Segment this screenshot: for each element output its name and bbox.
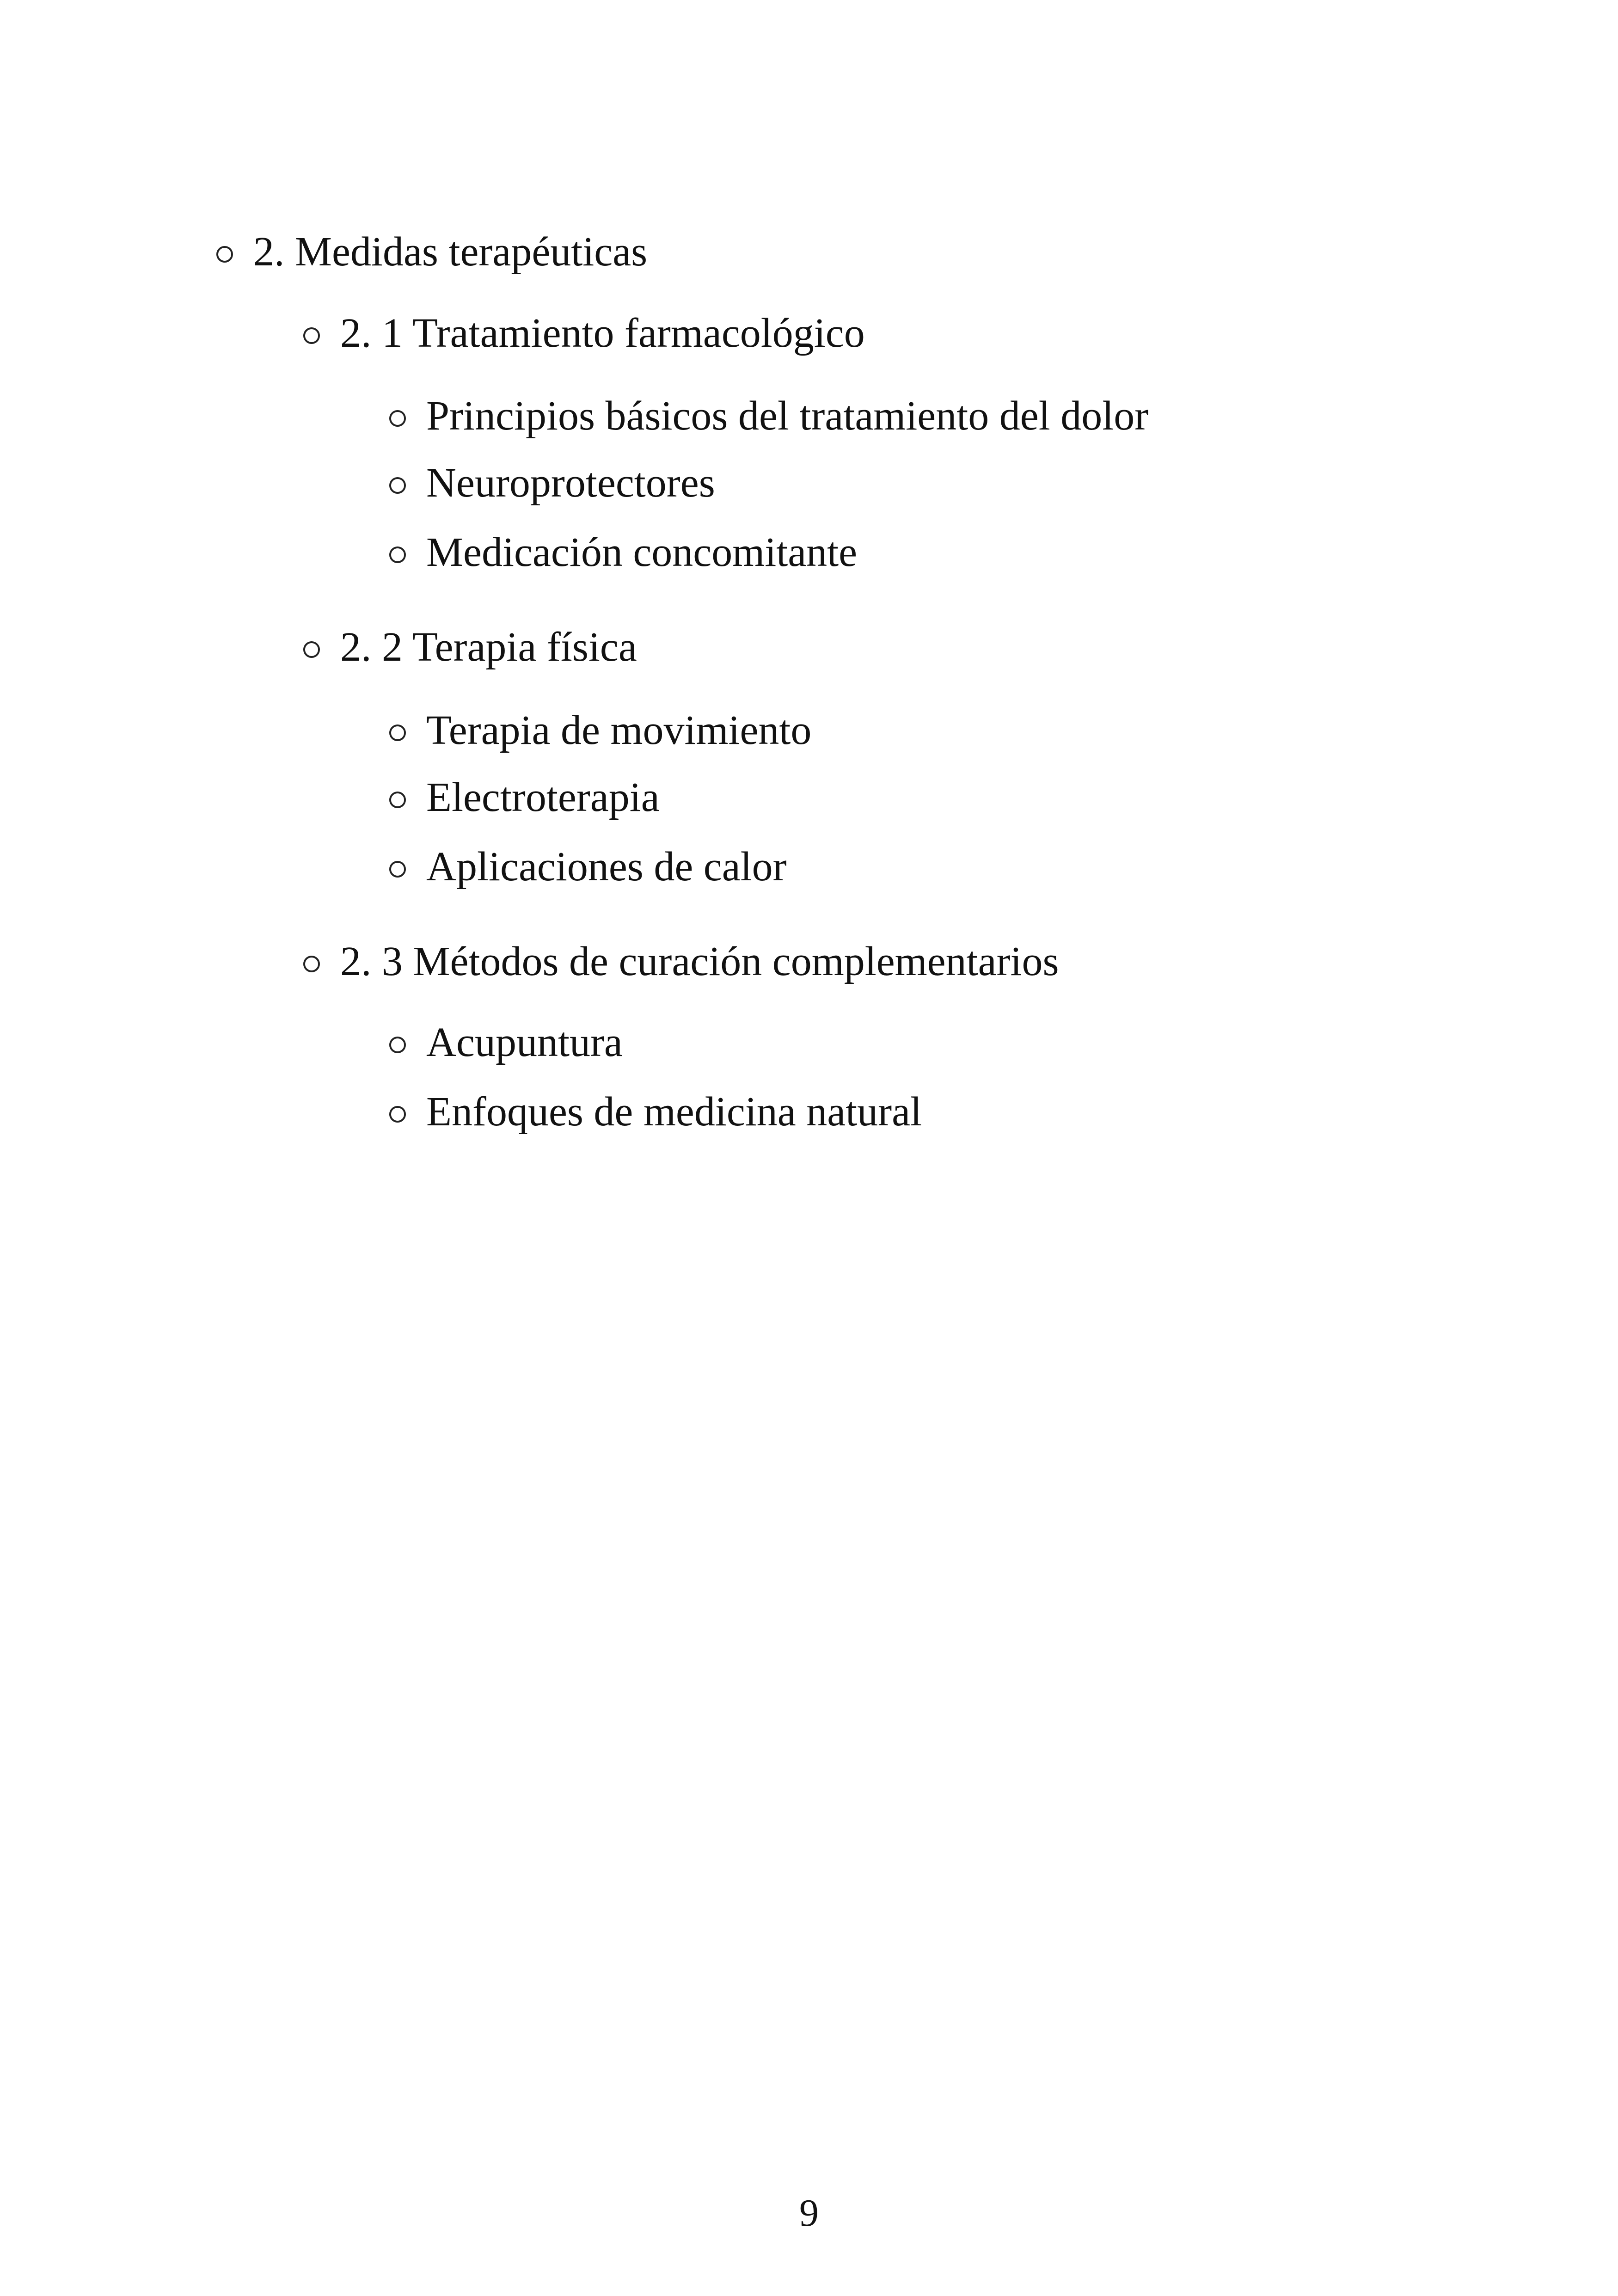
circle-bullet-icon (389, 724, 406, 741)
outline-item (389, 462, 715, 504)
outline-item (389, 395, 1148, 437)
circle-bullet-icon (389, 1106, 406, 1123)
circle-bullet-icon (389, 861, 406, 878)
circle-bullet-icon (303, 641, 320, 658)
outline-item (389, 529, 858, 575)
subsection-title: 2. 2 Terapia física (340, 624, 637, 670)
circle-bullet-icon (389, 1037, 406, 1053)
outline-item (389, 707, 812, 753)
circle-bullet-icon (389, 792, 406, 808)
outline-item (389, 1091, 922, 1133)
circle-bullet-icon (303, 956, 320, 972)
page-number: 9 (799, 2192, 819, 2235)
outline-subsection (303, 626, 637, 668)
subsection-title: 2. 3 Métodos de curación complementarios (340, 939, 1059, 984)
outline-item (389, 846, 787, 888)
outline-item-label: Aplicaciones de calor (426, 844, 787, 890)
outline-item-label: Principios básicos del tratamiento del dolor (426, 393, 1149, 439)
outline-item-label: Neuroprotectores (426, 460, 715, 506)
outline-subsection (303, 941, 1059, 982)
outline-item-label: Terapia de movimiento (426, 707, 812, 753)
section-title: 2. Medidas terapéuticas (253, 229, 648, 275)
outline-subsection (303, 310, 865, 356)
circle-bullet-icon (303, 327, 320, 344)
outline-item-label: Acupuntura (426, 1019, 623, 1065)
outline-item-label: Medicación concomitante (426, 529, 858, 575)
outline-section (216, 231, 647, 273)
outline-item-label: Electroterapia (426, 774, 660, 820)
outline-item (389, 774, 660, 820)
circle-bullet-icon (389, 410, 406, 427)
circle-bullet-icon (216, 246, 233, 263)
subsection-title: 2. 1 Tratamiento farmacológico (340, 310, 865, 356)
circle-bullet-icon (389, 477, 406, 494)
outline-item-label: Enfoques de medicina natural (426, 1089, 922, 1135)
outline-item (389, 1019, 623, 1065)
circle-bullet-icon (389, 546, 406, 563)
